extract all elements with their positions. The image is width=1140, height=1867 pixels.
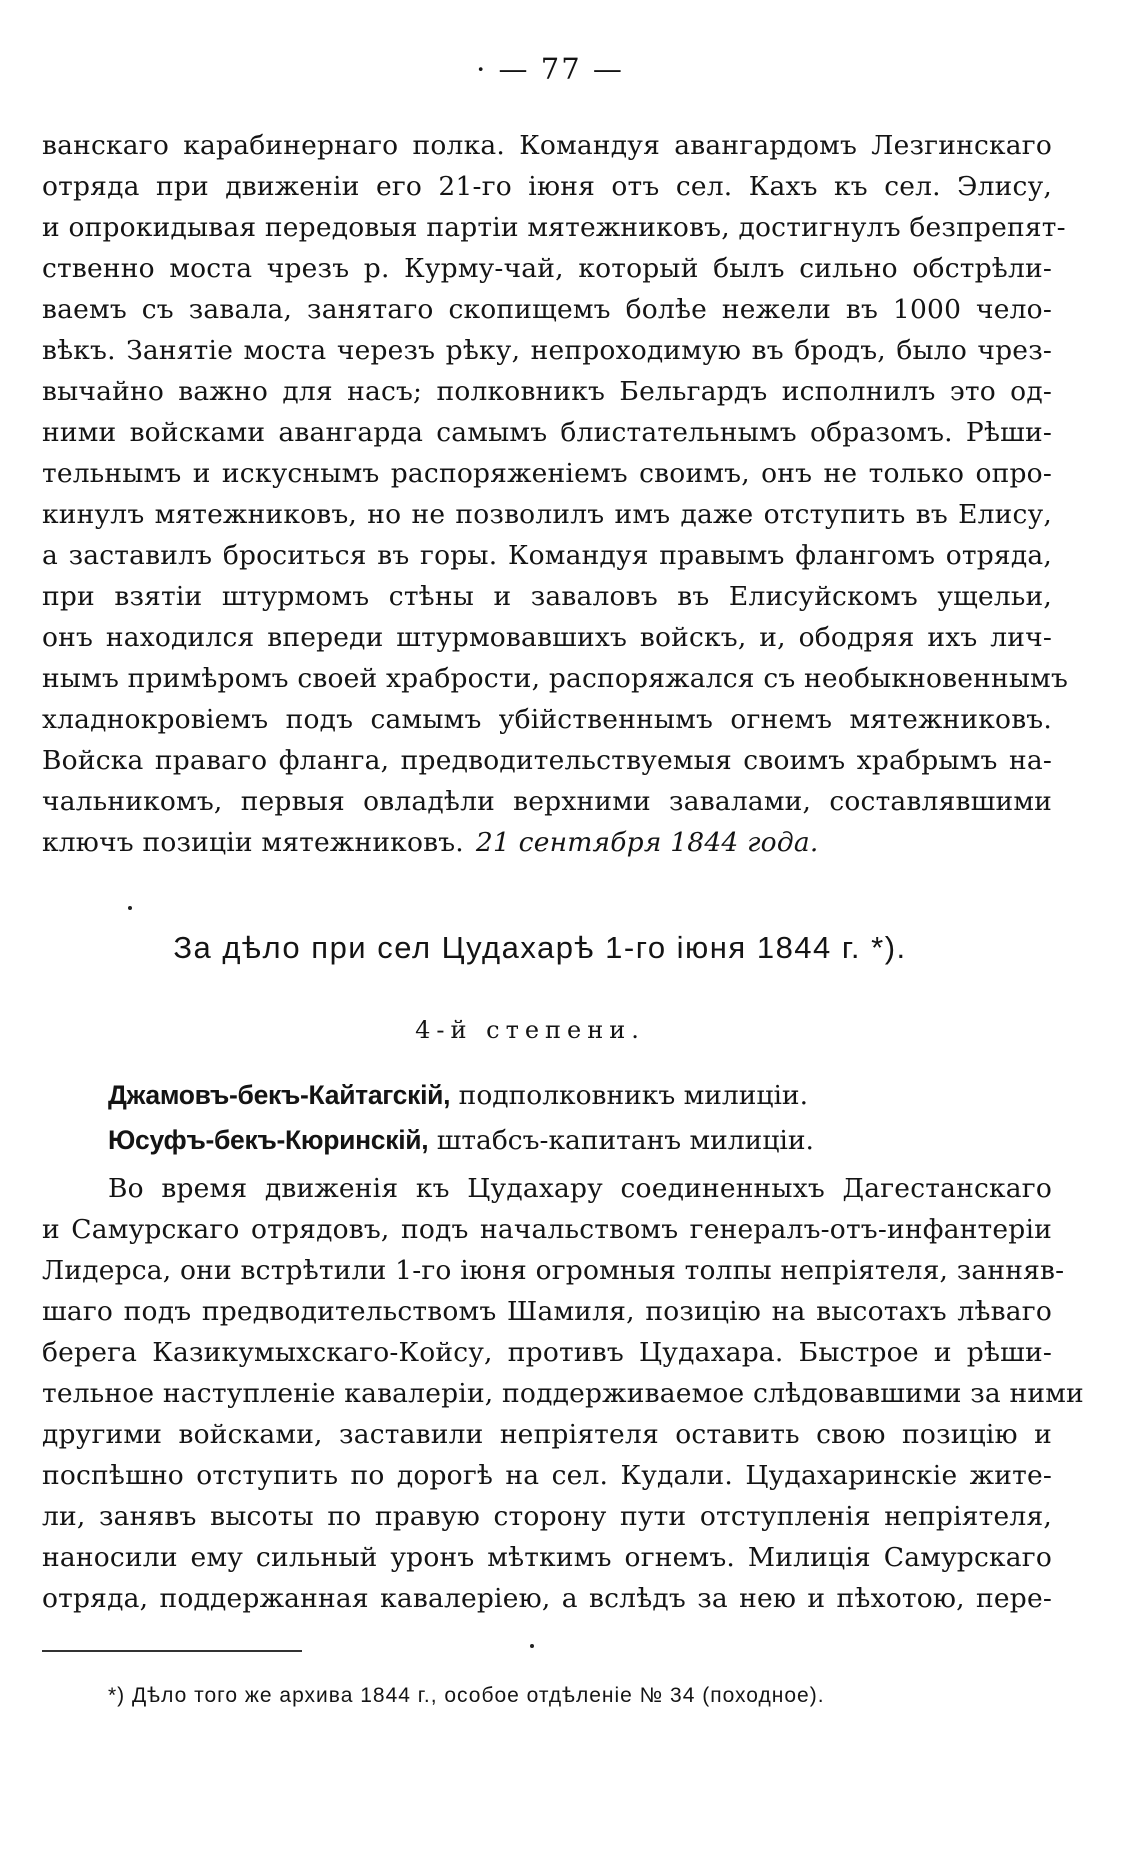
- battle-description-text: [42, 1168, 1084, 1619]
- text-line: отряда при движеніи его 21-го іюня отъ сел. Кахъ къ сел. Элису,: [42, 171, 1052, 202]
- recipient-rank: штабсъ-капитанъ милиціи.: [436, 1125, 814, 1156]
- text-line: чальникомъ, первыя овладѣли верхними завалами, составлявшими: [42, 786, 1052, 817]
- text-line: Лидерса, они встрѣтили 1-го іюня огромныя толпы непріятеля, занняв-: [42, 1255, 1065, 1286]
- award-recipient: [108, 1080, 808, 1111]
- text-line: а заставилъ броситься въ горы. Командуя правымъ флангомъ отряда,: [42, 540, 1052, 571]
- text-line: Войска праваго фланга, предводительствуемыя своимъ храбрымъ на-: [42, 745, 1052, 776]
- text-line: Во время движенія къ Цудахару соединенныхъ Дагестанскаго: [108, 1173, 1052, 1204]
- recipient-rank: подполковникъ милиціи.: [458, 1080, 809, 1111]
- recipient-name: Юсуфъ-бекъ-Кюринскій,: [108, 1125, 429, 1155]
- award-citation-text: [42, 125, 1069, 863]
- text-line-last: [42, 822, 1052, 863]
- print-speck: [128, 906, 132, 910]
- text-line: онъ находился впереди штурмовавшихъ войскъ, и, ободряя ихъ лич-: [42, 622, 1052, 653]
- text-line: вѣкъ. Занятіе моста черезъ рѣку, непроходимую въ бродъ, было чрез-: [42, 335, 1052, 366]
- text-line: кинулъ мятежниковъ, но не позволилъ имъ даже отступить въ Елису,: [42, 499, 1052, 530]
- print-speck: [530, 1644, 534, 1648]
- text-line: вычайно важно для насъ; полковникъ Бельгардъ исполнилъ это од-: [42, 376, 1052, 407]
- text-line: нымъ примѣромъ своей храбрости, распоряжался съ необыкновеннымъ: [42, 663, 1069, 694]
- text-line: тельнымъ и искуснымъ распоряженіемъ своимъ, онъ не только опро-: [42, 458, 1052, 489]
- text-line: другими войсками, заставили непріятеля оставить свою позицію и: [42, 1419, 1052, 1450]
- award-degree-heading: 4-й степени.: [415, 1016, 645, 1044]
- text-line: при взятіи штурмомъ стѣны и заваловъ въ Елисуйскомъ ущельи,: [42, 581, 1052, 612]
- award-recipient: [108, 1125, 814, 1156]
- text-line: ственно моста чрезъ р. Курму-чай, который былъ сильно обстрѣли-: [42, 253, 1052, 284]
- text-line: поспѣшно отступить по дорогѣ на сел. Кудали. Цудахаринскіе жите-: [42, 1460, 1052, 1491]
- footnote-separator: [42, 1650, 302, 1652]
- text-line: наносили ему сильный уронъ мѣткимъ огнемъ. Милиція Самурскаго: [42, 1542, 1052, 1573]
- text-line: ними войсками авангарда самымъ блистательнымъ образомъ. Рѣши-: [42, 417, 1052, 448]
- text-line: хладнокровіемъ подъ самымъ убійственнымъ огнемъ мятежниковъ.: [42, 704, 1052, 735]
- text-line: ли, занявъ высоты по правую сторону пути отступленія непріятеля,: [42, 1501, 1052, 1532]
- text-line: и Самурскаго отрядовъ, подъ начальствомъ генералъ-отъ-инфантеріи: [42, 1214, 1052, 1245]
- section-heading: За дѣло при сел Цудахарѣ 1-го іюня 1844 г. *).: [173, 930, 907, 965]
- text-line: ванскаго карабинернаго полка. Командуя авангардомъ Лезгинскаго: [42, 130, 1052, 161]
- footnote: *) Дѣло того же архива 1844 г., особое отдѣленіе № 34 (походное).: [108, 1684, 825, 1707]
- text-line: отряда, поддержанная кавалеріею, а вслѣдъ за нею и пѣхотою, пере-: [42, 1583, 1052, 1614]
- text-line: шаго подъ предводительствомъ Шамиля, позицію на высотахъ лѣваго: [42, 1296, 1052, 1327]
- text-line: берега Казикумыхскаго-Койсу, противъ Цудахара. Быстрое и рѣши-: [42, 1337, 1052, 1368]
- text-fragment: ключъ позиціи мятежниковъ.: [42, 827, 464, 858]
- text-line: и опрокидывая передовыя партіи мятежниковъ, достигнулъ безпрепят-: [42, 212, 1066, 243]
- text-line: ваемъ съ завала, занятаго скопищемъ болѣе нежели въ 1000 чело-: [42, 294, 1052, 325]
- text-line: тельное наступленіе кавалеріи, поддерживаемое слѣдовавшими за ними: [42, 1378, 1084, 1409]
- citation-date: 21 сентября 1844 года.: [475, 827, 819, 858]
- recipient-name: Джамовъ-бекъ-Кайтагскій,: [108, 1080, 451, 1110]
- page-number: · — 77 —: [476, 52, 624, 86]
